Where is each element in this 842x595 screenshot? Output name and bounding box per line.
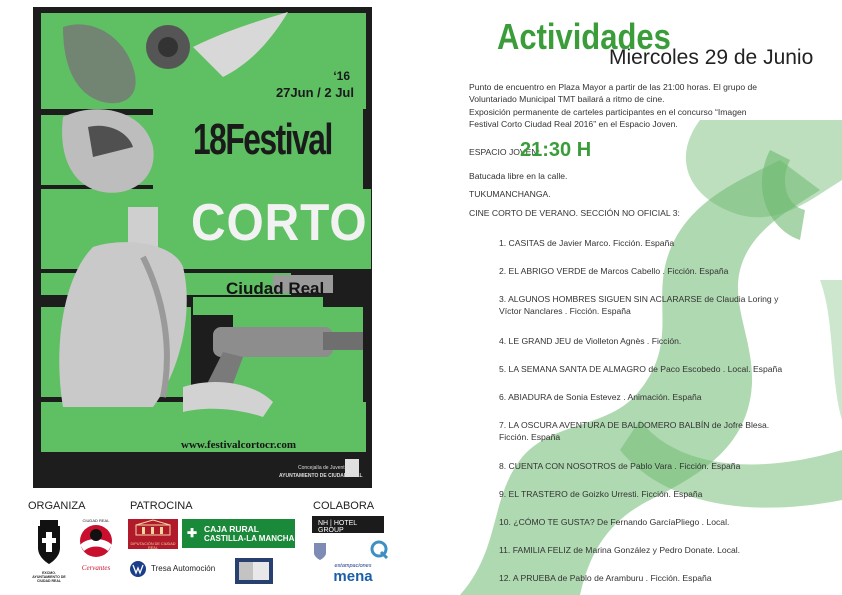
intro-line-3: Exposición permanente de carteles participantes en el concurso “Imagen (469, 107, 747, 117)
film-title-line: 10. ¿CÓMO TE GUSTA? De Fernando GarcíaPliego . Local. (499, 517, 730, 527)
film-title-line: 6. ABIADURA de Sonia Estevez . Animación. España (499, 392, 702, 402)
film-item (499, 293, 809, 317)
film-title-line: 4. LE GRAND JEU de Violleton Agnès . Ficción. (499, 336, 682, 346)
nh-hotel-text: NH | HOTEL GROUP (318, 520, 357, 534)
shield-icon (312, 541, 328, 561)
building-icon (128, 519, 178, 537)
film-item (499, 516, 809, 528)
film-title-line: Víctor Nanclares . Ficción. España (499, 306, 631, 316)
cervantes-text: Cervantes (81, 564, 111, 572)
film-item (499, 237, 809, 249)
film-item (499, 391, 809, 403)
flag-icon (239, 562, 253, 580)
cervantes-ruff-icon (75, 523, 117, 559)
diputacion-text: DIPUTACIÓN DE CIUDAD REAL (130, 542, 176, 550)
film-item (499, 572, 809, 584)
poster-year: ‘16 (333, 69, 350, 83)
colabora-small-logo (312, 541, 328, 561)
festival-poster (33, 7, 372, 488)
patrocina-label: PATROCINA (130, 500, 193, 512)
tresa-logo (129, 560, 239, 578)
film-title-line: 1. CASITAS de Javier Marco. Ficción. España (499, 238, 675, 248)
castilla-la-mancha-logo (235, 558, 273, 584)
poster-website: www.festivalcortocr.com (181, 439, 297, 451)
crest-icon (30, 518, 68, 566)
program-line-3: CINE CORTO DE VERANO. SECCIÓN NO OFICIAL 3: (469, 208, 680, 218)
film-item (499, 460, 809, 472)
poster-ciudad-real: Ciudad Real (226, 279, 325, 298)
poster-festival-title: 18Festival (193, 115, 332, 164)
film-title-line: 11. FAMILIA FELIZ de Marina González y Pedro Donate. Local. (499, 545, 741, 555)
film-item (499, 335, 809, 347)
film-title-line: Ficción. España (499, 432, 561, 442)
intro-line-2: Voluntariado Municipal TMT bailará a ritmo de cine. (469, 94, 665, 104)
cervantes-top-text: CIUDAD REAL (82, 518, 110, 523)
vw-icon (129, 560, 147, 578)
tresa-text: Tresa Automoción (151, 564, 216, 573)
film-title-line: 5. LA SEMANA SANTA DE ALMAGRO de Paco Escobedo . Local. España (499, 364, 783, 374)
poster-ayuntamiento: AYUNTAMIENTO DE CIUDAD REAL (279, 473, 363, 479)
mena-top-text: estampaciones (334, 563, 372, 569)
ayuntamiento-logo (30, 518, 68, 583)
page-title: Actividades (497, 16, 671, 57)
caja-rural-text-1: CAJA RURAL (204, 524, 259, 534)
film-title-line: 2. EL ABRIGO VERDE de Marcos Cabello . Ficción. España (499, 266, 729, 276)
film-title-line: 3. ALGUNOS HOMBRES SIGUEN SIN ACLARARSE de Claudia Loring y (499, 294, 779, 304)
colabora-label: COLABORA (313, 500, 375, 512)
event-time: 21:30 H (520, 139, 592, 161)
film-title-line: 12. A PRUEBA de Pablo de Aramburu . Ficción. España (499, 573, 712, 583)
film-item (499, 265, 809, 277)
caja-rural-text-2: CASTILLA-LA MANCHA (204, 534, 295, 543)
caja-rural-logo (182, 519, 295, 548)
diputacion-logo (128, 519, 178, 549)
poster-corto-title: CORTO (191, 194, 368, 252)
poster-dates: 27Jun / 2 Jul (275, 85, 354, 100)
film-item (499, 419, 809, 443)
film-item (499, 544, 809, 556)
page-date: Miercoles 29 de Junio (609, 46, 814, 69)
film-item (499, 488, 809, 500)
flag-icon-half (253, 562, 269, 580)
program-line-2: TUKUMANCHANGA. (469, 189, 551, 199)
program-line-1: Batucada libre en la calle. (469, 171, 568, 181)
mena-logo (322, 563, 384, 589)
intro-line-1: Punto de encuentro en Plaza Mayor a partir de las 21:00 horas. El grupo de (469, 82, 758, 92)
film-title-line: 7. LA OSCURA AVENTURA DE BALDOMERO BALBÍN de Jofre Blesa. (499, 420, 770, 430)
film-title-line: 8. CUENTA CON NOSOTROS de Pablo Vara . Ficción. España (499, 461, 741, 471)
intro-line-4: Festival Corto Ciudad Real 2016” en el Espacio Joven. (469, 119, 678, 129)
film-item (499, 363, 809, 375)
mena-text: mena (333, 568, 373, 585)
poster-concejalia: Concejalía de Juventud (298, 465, 351, 471)
colabora-q-logo (368, 540, 390, 560)
espacio-joven-label: ESPACIO JOVEN: (469, 147, 540, 157)
q-icon (368, 540, 390, 560)
film-title-line: 9. EL TRASTERO de Goizko Urresti. Ficción. España (499, 489, 703, 499)
cervantes-logo (75, 518, 117, 580)
ayuntamiento-caption: EXCMO. AYUNTAMIENTO DE CIUDAD REAL (32, 571, 66, 583)
nh-hotel-logo (312, 516, 384, 533)
organiza-label: ORGANIZA (28, 500, 86, 512)
caja-rural-icon: ✚ (187, 526, 198, 540)
